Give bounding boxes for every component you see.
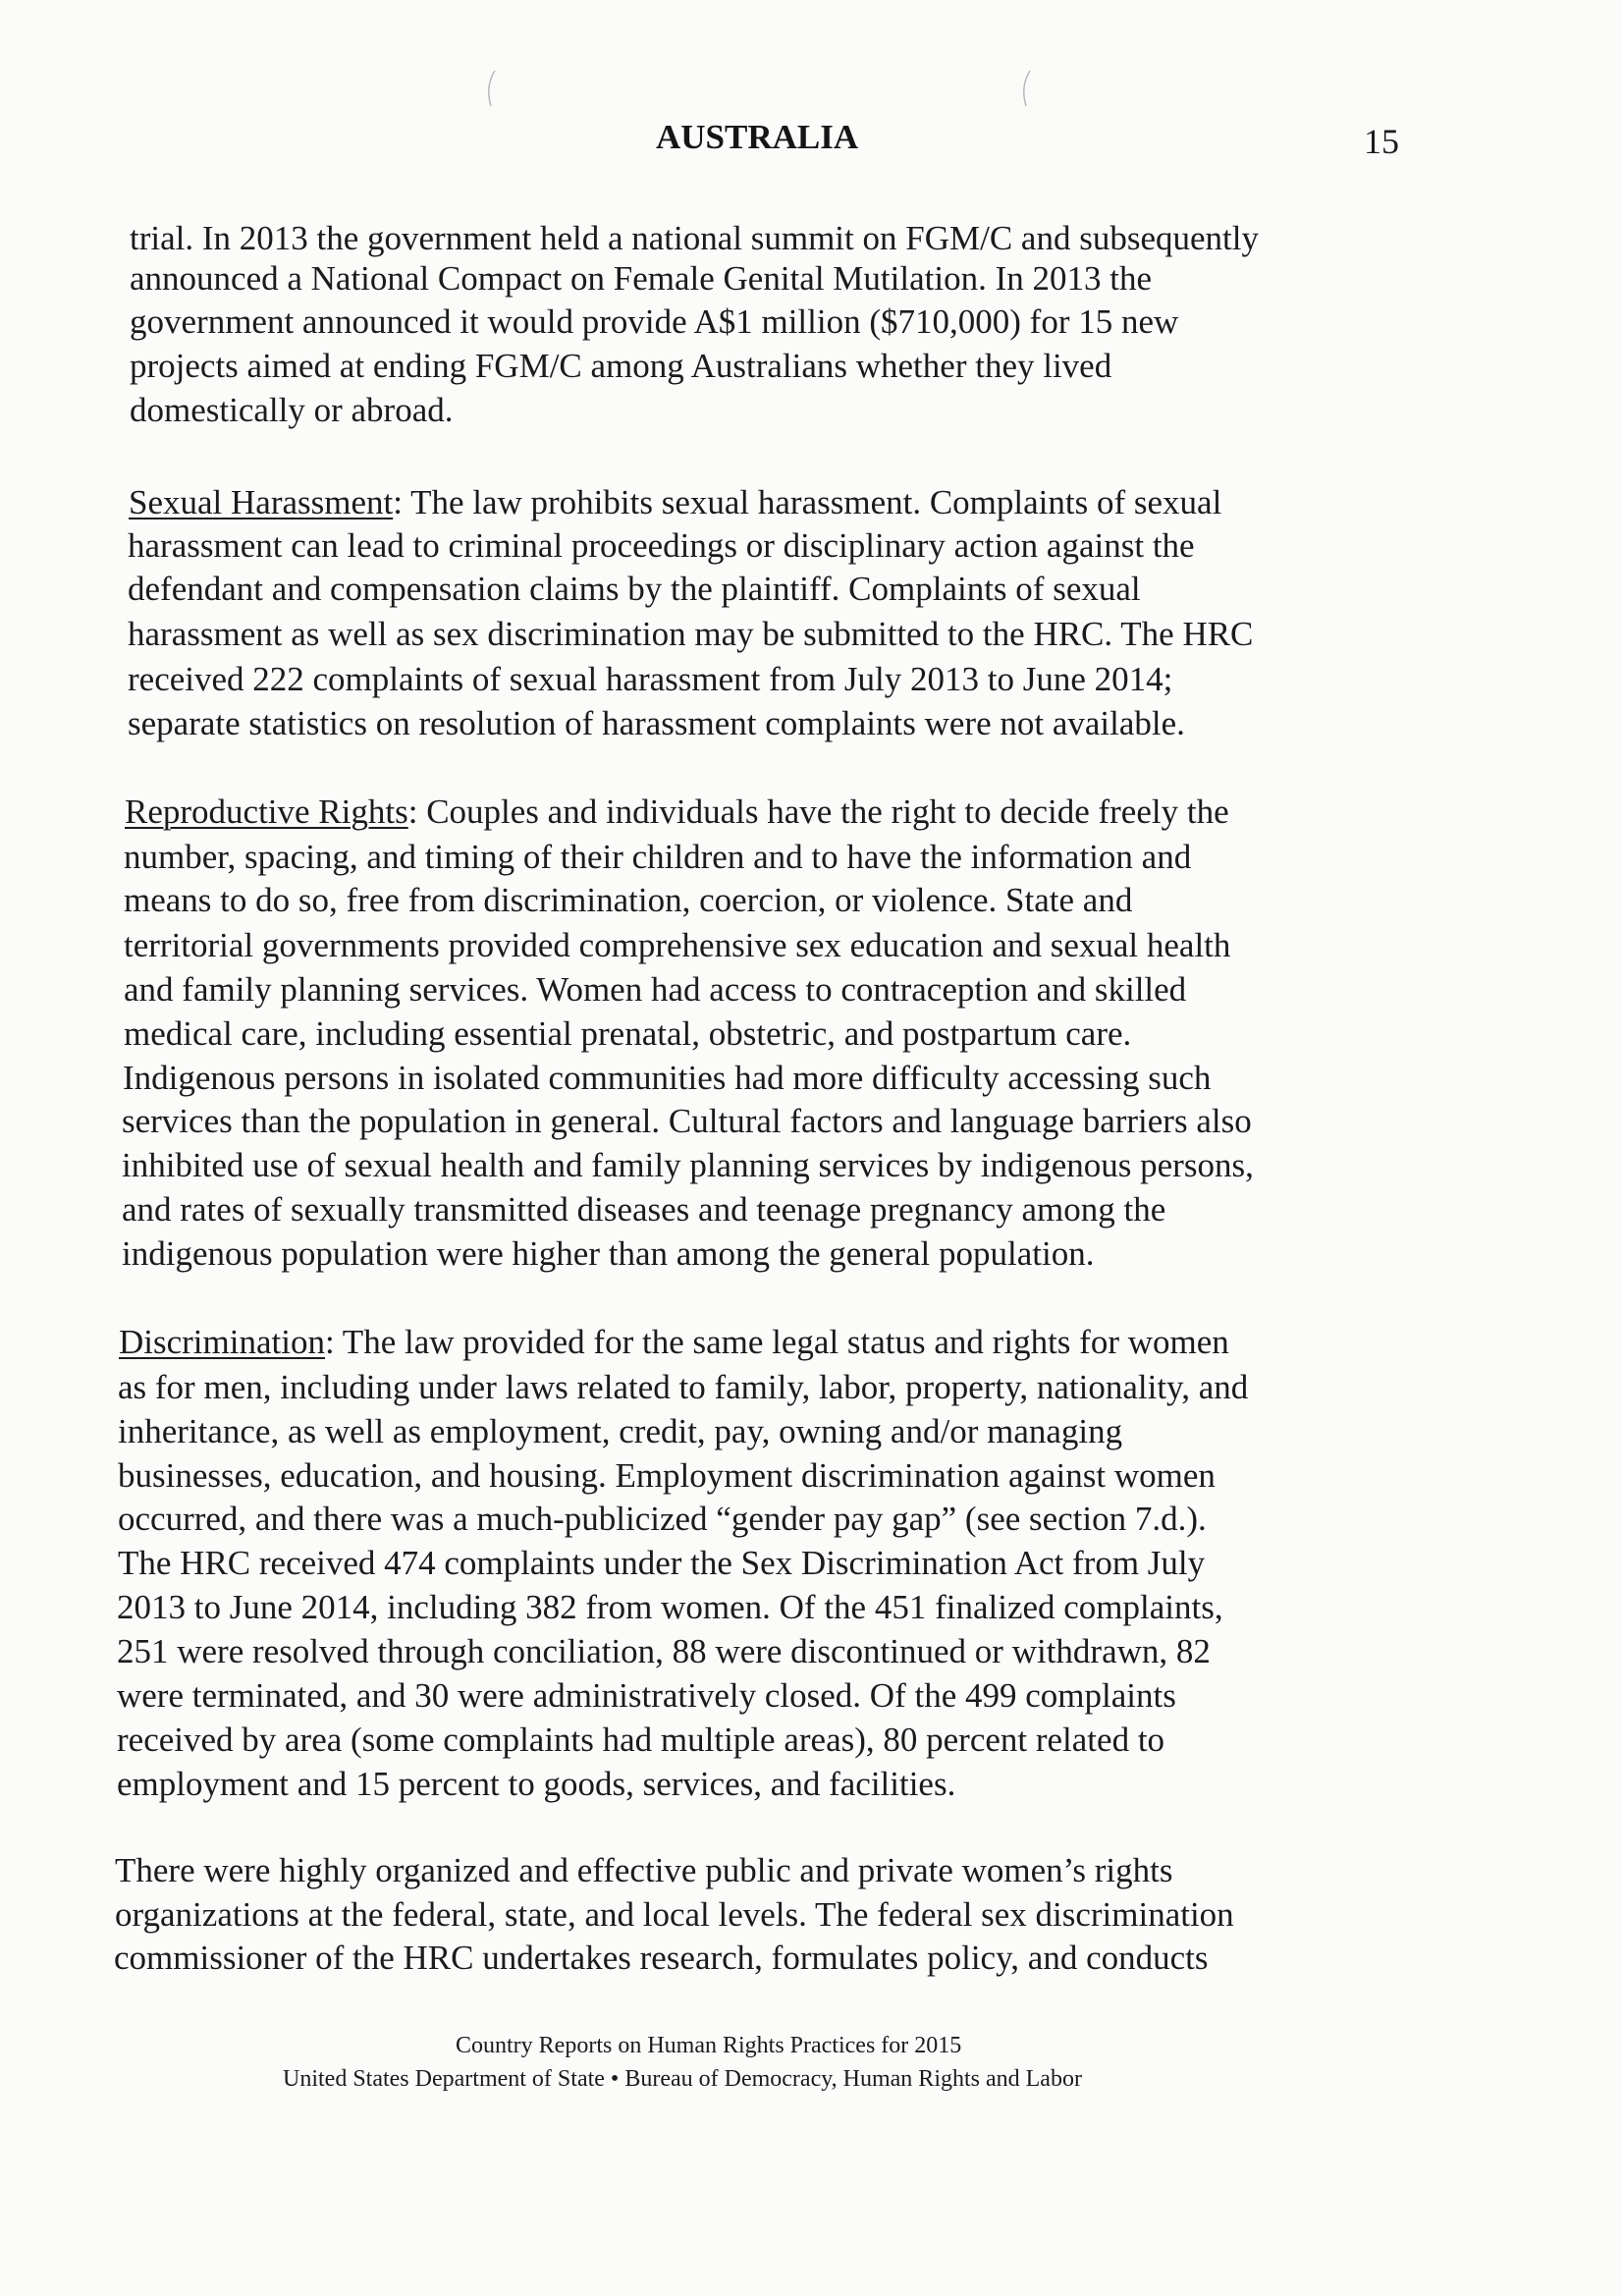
paragraph-line: [129, 483, 1221, 522]
paragraph-line: and rates of sexually transmitted diseases and teenage pregnancy among the: [122, 1190, 1166, 1229]
paragraph-line: harassment as well as sex discrimination may be submitted to the HRC. The HRC: [128, 615, 1254, 653]
paragraph-line: means to do so, free from discrimination, coercion, or violence. State and: [124, 881, 1133, 919]
paragraph-line: There were highly organized and effective public and private women’s rights: [115, 1851, 1173, 1889]
footer-line-department: United States Department of State • Bureau of Democracy, Human Rights and Labor: [283, 2066, 1082, 2092]
paragraph-line: separate statistics on resolution of harassment complaints were not available.: [128, 704, 1185, 742]
paragraph-line: employment and 15 percent to goods, services, and facilities.: [117, 1765, 956, 1803]
paragraph-line: inhibited use of sexual health and family planning services by indigenous persons,: [122, 1146, 1254, 1184]
paragraph-line: [119, 1323, 1229, 1362]
section-lead-text: : Couples and individuals have the right to decide freely the: [407, 793, 1229, 831]
paragraph-line: indigenous population were higher than among the general population.: [122, 1234, 1095, 1273]
paragraph-line: announced a National Compact on Female Genital Mutilation. In 2013 the: [130, 259, 1152, 298]
section-heading-sexual-harassment: Sexual Harassment: [129, 483, 394, 521]
paragraph-line: services than the population in general. Cultural factors and language barriers also: [122, 1102, 1252, 1140]
paragraph-line: medical care, including essential prenatal, obstetric, and postpartum care.: [124, 1014, 1132, 1053]
paragraph-line: [125, 793, 1229, 832]
paragraph-line: businesses, education, and housing. Employment discrimination against women: [118, 1456, 1216, 1495]
paragraph-line: organizations at the federal, state, and local levels. The federal sex discrimination: [115, 1895, 1234, 1934]
paragraph-line: and family planning services. Women had access to contraception and skilled: [124, 970, 1187, 1009]
scan-mark-left: [481, 69, 501, 108]
paragraph-line: trial. In 2013 the government held a national summit on FGM/C and subsequently: [130, 219, 1259, 257]
paragraph-line: received by area (some complaints had multiple areas), 80 percent related to: [117, 1721, 1165, 1759]
paragraph-line: territorial governments provided comprehensive sex education and sexual health: [124, 926, 1231, 964]
paragraph-line: The HRC received 474 complaints under the Sex Discrimination Act from July: [118, 1544, 1206, 1582]
paragraph-line: were terminated, and 30 were administratively closed. Of the 499 complaints: [117, 1676, 1176, 1715]
section-heading-reproductive-rights: Reproductive Rights: [125, 793, 408, 831]
paragraph-line: 2013 to June 2014, including 382 from women. Of the 451 finalized complaints,: [117, 1588, 1223, 1626]
paragraph-line: harassment can lead to criminal proceedings or disciplinary action against the: [128, 526, 1195, 565]
paragraph-line: commissioner of the HRC undertakes research, formulates policy, and conducts: [114, 1939, 1209, 1977]
section-lead-text: : The law prohibits sexual harassment. Complaints of sexual: [393, 483, 1222, 521]
section-lead-text: : The law provided for the same legal status and rights for women: [324, 1323, 1229, 1361]
paragraph-line: domestically or abroad.: [130, 391, 454, 429]
section-heading-discrimination: Discrimination: [119, 1323, 325, 1361]
paragraph-line: inheritance, as well as employment, credit, pay, owning and/or managing: [118, 1412, 1123, 1450]
paragraph-line: number, spacing, and timing of their children and to have the information and: [124, 838, 1192, 876]
paragraph-line: defendant and compensation claims by the plaintiff. Complaints of sexual: [128, 570, 1141, 608]
paragraph-line: as for men, including under laws related to family, labor, property, nationality, and: [118, 1368, 1249, 1406]
paragraph-line: projects aimed at ending FGM/C among Australians whether they lived: [130, 347, 1112, 385]
scan-mark-right: [1016, 69, 1036, 108]
paragraph-line: government announced it would provide A$1 million ($710,000) for 15 new: [130, 302, 1179, 341]
page-number: 15: [1364, 122, 1399, 161]
paragraph-line: 251 were resolved through conciliation, 88 were discontinued or withdrawn, 82: [117, 1632, 1211, 1670]
paragraph-line: received 222 complaints of sexual harassment from July 2013 to June 2014;: [128, 660, 1173, 698]
page-title: AUSTRALIA: [656, 118, 859, 156]
footer-line-report: Country Reports on Human Rights Practices for 2015: [456, 2033, 962, 2058]
paragraph-line: Indigenous persons in isolated communities had more difficulty accessing such: [123, 1059, 1212, 1097]
paragraph-line: occurred, and there was a much-publicized “gender pay gap” (see section 7.d.).: [118, 1500, 1207, 1538]
